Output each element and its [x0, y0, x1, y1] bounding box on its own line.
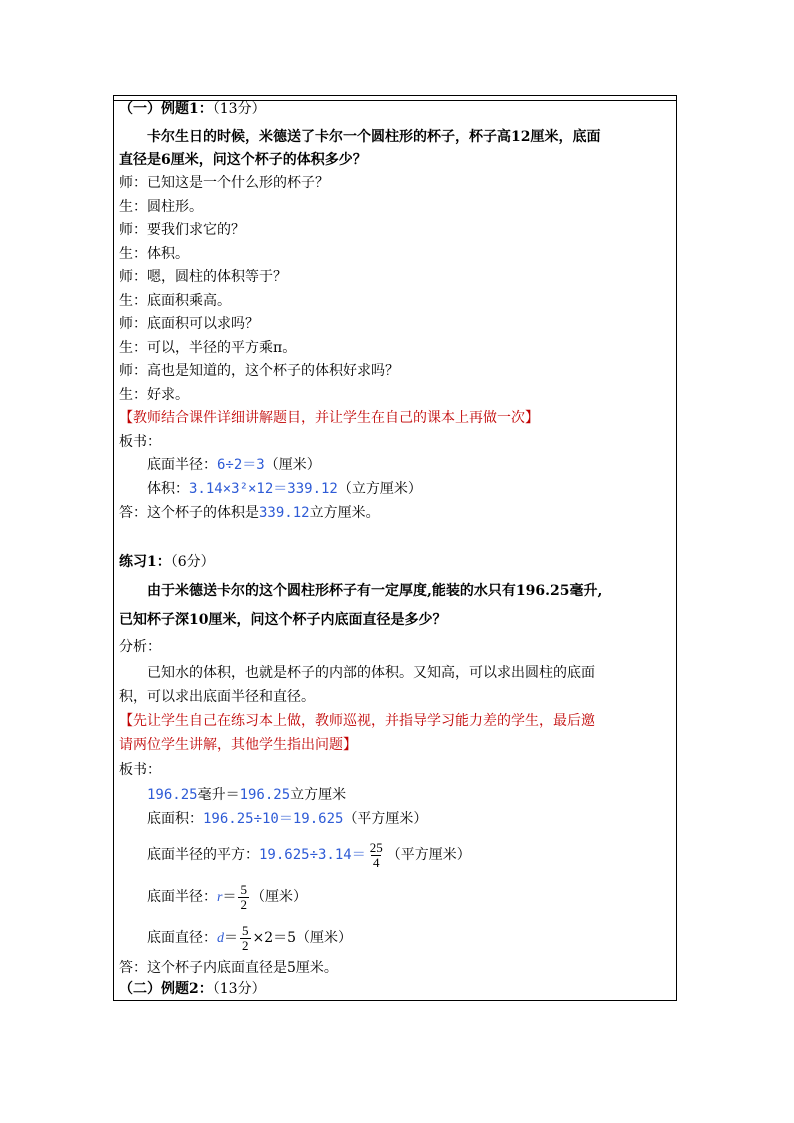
radius-calc: 6÷2＝3	[217, 457, 265, 473]
r-label: 底面半径：	[147, 889, 217, 905]
r-fraction	[238, 883, 249, 912]
exercise1-problem-line2: 已知杯子深10厘米，问这个杯子内底面直径是多少？	[119, 612, 447, 628]
volume-unit: （立方厘米）	[337, 481, 422, 497]
dialogue-line: 生：圆柱形。	[119, 199, 203, 215]
area-unit: （平方厘米）	[343, 811, 428, 827]
exercise1-problem-line1: 由于米德送卡尔的这个圆柱形杯子有一定厚度,能装的水只有196.25毫升,	[147, 583, 603, 599]
convert-line	[147, 785, 346, 805]
analysis-line2: 积，可以求出底面半径和直径。	[119, 689, 315, 705]
area-calc: 196.25÷10＝19.625	[203, 811, 344, 827]
d-equals: ＝	[224, 930, 238, 946]
area-label: 底面积：	[147, 811, 203, 827]
convert-c: 196.25	[239, 787, 291, 803]
d-numerator: 5	[242, 922, 249, 938]
dialogue-line: 生：好求。	[119, 387, 189, 403]
area-line	[147, 809, 427, 829]
dialogue-line: 生：底面积乘高。	[119, 293, 231, 309]
example2-heading-line	[119, 979, 266, 999]
exercise1-answer: 答：这个杯子内底面直径是5厘米。	[119, 960, 338, 976]
example1-score: （13分）	[212, 101, 266, 117]
example2-score: （13分）	[212, 981, 266, 997]
diameter-line	[147, 920, 352, 956]
analysis-line1: 已知水的体积，也就是杯子的内部的体积。又知高，可以求出圆柱的底面	[147, 665, 595, 681]
dialogue-line: 师：底面积可以求吗？	[119, 316, 259, 332]
exercise1-teacher-note-line1: 【先让学生自己在练习本上做，教师巡视，并指导学习能力差的学生，最后邀	[119, 713, 595, 729]
exercise1-teacher-note-line2: 请两位学生讲解，其他学生指出问题】	[119, 737, 357, 753]
d-unit: （厘米）	[296, 930, 353, 946]
rsq-calc: 19.625÷3.14＝	[259, 847, 366, 863]
example1-teacher-note: 【教师结合课件详细讲解题目，并让学生在自己的课本上再做一次】	[119, 410, 539, 426]
dialogue-line: 师：嗯，圆柱的体积等于？	[119, 269, 287, 285]
convert-b: 毫升＝	[197, 787, 240, 803]
exercise1-score: （6分）	[170, 554, 215, 570]
d-denominator: 2	[242, 937, 249, 953]
r-variable: r	[217, 890, 223, 905]
volume-calc: 3.14×3²×12＝339.12	[189, 481, 338, 497]
example1-heading: （一）例题1：	[119, 101, 213, 117]
answer-suffix: 立方厘米。	[309, 505, 380, 521]
example1-answer	[119, 503, 380, 523]
rsq-numerator: 25	[369, 839, 383, 855]
exercise1-heading-line	[119, 552, 215, 572]
radius-label: 底面半径：	[147, 457, 217, 473]
r-numerator: 5	[240, 881, 247, 897]
example1-board-label: 板书：	[119, 434, 161, 450]
example1-radius-line	[147, 455, 321, 475]
rsq-label: 底面半径的平方：	[147, 847, 259, 863]
rsq-fraction	[368, 841, 385, 870]
radius-line	[147, 879, 307, 915]
example1-problem-line2: 直径是6厘米，问这个杯子的体积多少？	[119, 152, 367, 168]
convert-d: 立方厘米	[290, 787, 347, 803]
rsq-denominator: 4	[372, 854, 380, 870]
r-unit: （厘米）	[250, 889, 307, 905]
d-fraction	[240, 924, 251, 953]
dialogue-line: 生：体积。	[119, 246, 189, 262]
answer-value: 339.12	[259, 505, 310, 521]
volume-label: 体积：	[147, 481, 189, 497]
example1-volume-line	[147, 479, 422, 499]
example2-heading: （二）例题2：	[119, 981, 213, 997]
d-label: 底面直径：	[147, 930, 217, 946]
convert-a: 196.25	[147, 787, 198, 803]
analysis-label: 分析：	[119, 639, 161, 655]
dialogue-line: 师：要我们求它的？	[119, 222, 245, 238]
radius-squared-line	[147, 837, 471, 873]
dialogue-line: 师：已知这是一个什么形的杯子？	[119, 175, 329, 191]
r-equals: ＝	[222, 889, 237, 905]
d-variable: d	[217, 931, 224, 946]
dialogue-line: 师：高也是知道的，这个杯子的体积好求吗？	[119, 363, 399, 379]
dialogue-line: 生：可以，半径的平方乘π。	[119, 340, 297, 356]
d-tail: ×2＝5	[252, 930, 297, 946]
example1-problem-line1: 卡尔生日的时候，米德送了卡尔一个圆柱形的杯子，杯子高12厘米，底面	[147, 129, 601, 145]
radius-unit: （厘米）	[264, 457, 321, 473]
r-denominator: 2	[240, 896, 247, 912]
exercise1-heading: 练习1：	[119, 554, 171, 570]
rsq-unit: （平方厘米）	[386, 847, 471, 863]
exercise1-board-label: 板书：	[119, 762, 161, 778]
answer-prefix: 答：这个杯子的体积是	[119, 505, 259, 521]
example1-heading-line	[119, 99, 266, 119]
